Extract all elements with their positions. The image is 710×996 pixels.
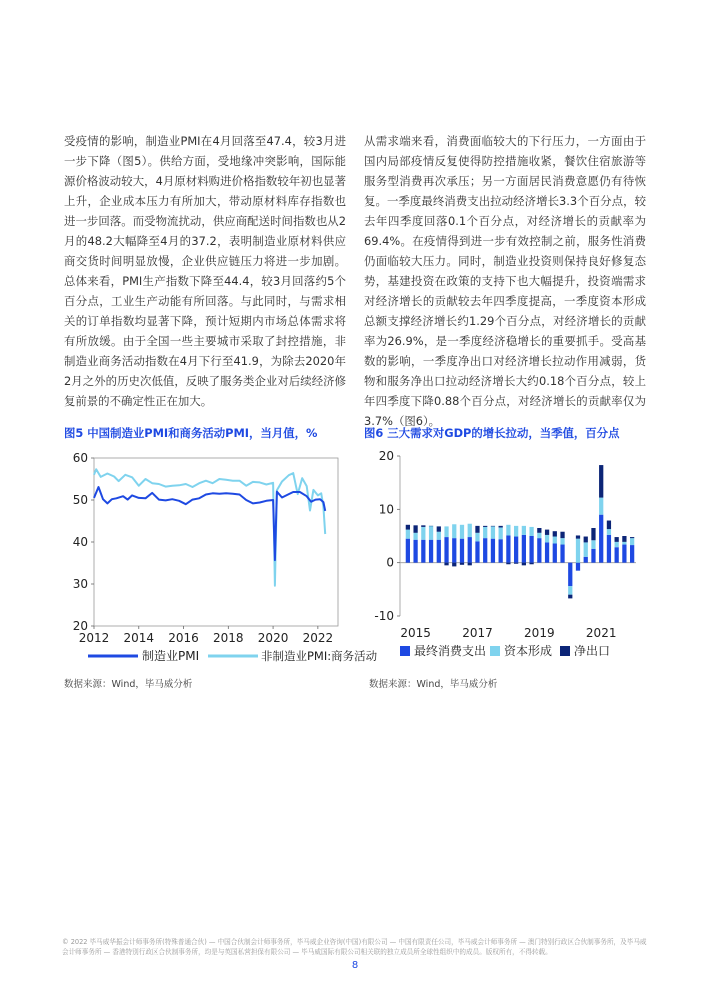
bar-segment-1-2016Q2 [452, 524, 456, 538]
bar-segment-2-2017Q3 [491, 526, 495, 527]
bar-segment-0-2016Q1 [444, 537, 448, 563]
x-tick-label: 2012 [78, 631, 110, 645]
bar-segment-2-2019Q2 [545, 530, 549, 535]
y-tick-label: 30 [72, 577, 88, 591]
x-tick-label: 2014 [123, 631, 155, 645]
x-tick-label: 2016 [168, 631, 199, 645]
bar-segment-2-2018Q1 [506, 563, 510, 565]
y-tick-label: 20 [72, 619, 88, 633]
bar-segment-0-2017Q2 [483, 538, 487, 563]
bar-segment-0-2019Q3 [553, 543, 557, 562]
bar-segment-1-2021Q1 [599, 498, 603, 515]
bar-segment-1-2019Q4 [560, 538, 564, 544]
bar-segment-2-2019Q4 [560, 532, 564, 538]
bar-segment-0-2019Q4 [560, 545, 564, 563]
bar-segment-1-2019Q2 [545, 535, 549, 542]
bar-segment-0-2021Q4 [622, 545, 626, 563]
bar-segment-0-2021Q3 [615, 547, 619, 562]
bar-segment-2-2018Q3 [522, 563, 526, 566]
series-line-0 [94, 487, 325, 560]
legend-label-1: 资本形成 [504, 644, 553, 658]
x-tick-label: 2019 [524, 626, 555, 640]
y-tick-label: -10 [374, 609, 394, 623]
bar-segment-2-2020Q4 [591, 528, 595, 540]
bar-segment-1-2015Q3 [429, 526, 433, 540]
bar-segment-1-2016Q4 [468, 524, 472, 537]
fig5-pmi-line-chart [58, 450, 378, 672]
bar-segment-0-2019Q2 [545, 542, 549, 562]
bar-segment-2-2017Q2 [483, 526, 487, 527]
bar-segment-2-2015Q1 [413, 525, 417, 532]
bar-segment-2-2020Q1 [568, 595, 572, 599]
bar-segment-2-2021Q3 [615, 537, 619, 542]
bar-segment-0-2015Q1 [413, 540, 417, 563]
bar-segment-2-2019Q3 [553, 531, 557, 536]
bar-segment-0-2022Q1 [630, 545, 634, 563]
bar-segment-0-2019Q1 [537, 538, 541, 563]
bar-segment-0-2017Q4 [499, 539, 503, 562]
bar-segment-2-2022Q1 [630, 537, 634, 538]
y-tick-label: 60 [72, 451, 88, 465]
bar-segment-1-2017Q2 [483, 527, 487, 538]
bar-segment-0-2018Q1 [506, 535, 510, 562]
bar-segment-0-2017Q1 [475, 541, 479, 562]
bar-segment-0-2018Q3 [522, 535, 526, 563]
x-tick-label: 2021 [585, 626, 617, 640]
x-tick-label: 2018 [213, 631, 244, 645]
legend-label-0: 最终消费支出 [414, 644, 487, 658]
fig5-title: 图5 中国制造业PMI和商务活动PMI，当月值，% [64, 426, 318, 440]
legend-swatch-2 [560, 646, 570, 656]
bar-segment-0-2020Q3 [584, 557, 588, 563]
right-column-paragraph: 从需求端来看，消费面临较大的下行压力，一方面由于国内局部疫情反复使得防控措施收紧，餐饮住宿旅游等服务型消费再次承压；另一方面居民消费意愿仍有待恢复。一季度最终消费支出拉动经济增长3.3个百分点，较去年四季度回落0.1个百分点，对经济增长的贡献率为69.4%。在疫情得到进一步有效控制之前，服务性消费仍面临较大压力。同时，制造业投资则保持良好修复态势，基建投资在政策的支持下也大幅提升，投资端需求对经济增长的贡献较去年四季度提高，一季度资本形成总额支撑经济增长约1.29个百分点，对经济增长的贡献率为26.9%，是一季度经济稳增长的重要抓手。受高基数的影响，一季度净出口对经济增长拉动作用减弱，货物和服务净出口拉动经济增长大约0.18个百分点，较上年四季度下降0.88个百分点，对经济增长的贡献率仅为3.7%（图6）。 [364, 134, 646, 428]
bar-segment-0-2020Q4 [591, 549, 595, 563]
bar-segment-1-2018Q2 [514, 526, 518, 537]
y-tick-label: 40 [72, 535, 88, 549]
bar-segment-0-2015Q2 [421, 540, 425, 563]
bar-segment-1-2017Q3 [491, 526, 495, 538]
bar-segment-2-2015Q2 [421, 525, 425, 527]
bar-segment-1-2015Q4 [437, 532, 441, 540]
bar-segment-1-2015Q1 [413, 533, 417, 540]
bar-segment-1-2016Q1 [444, 526, 448, 537]
fig6-title: 图6 三大需求对GDP的增长拉动，当季值，百分点 [364, 426, 620, 440]
bar-segment-2-2021Q1 [599, 465, 603, 498]
bar-segment-0-2018Q2 [514, 537, 518, 563]
bar-segment-1-2015Q2 [421, 527, 425, 540]
bar-segment-2-2015Q4 [437, 526, 441, 531]
bar-segment-1-2020Q1 [568, 586, 572, 595]
bar-segment-2-2020Q2 [576, 535, 580, 538]
bar-segment-1-2017Q4 [499, 527, 503, 539]
bar-segment-0-2018Q4 [529, 536, 533, 563]
left-column-paragraph: 受疫情的影响，制造业PMI在4月回落至47.4，较3月进一步下降（图5）。供给方面，受地缘冲突影响，国际能源价格波动较大，4月原材料购进价格指数较年初也显著上升，企业成本压力有所加大，带动原材料库存指数也进一步回落。而受物流扰动，供应商配送时间指数也从2月的48.2大幅降至4月的37.2，表明制造业原材料供应商交货时间明显放慢，企业供应链压力将进一步加剧。总体来看，PMI生产指数下降至44.4，较3月回落约5个百分点，工业生产动能有所回落。与此同时，与需求相关的订单指数均显著下降，预计短期内市场总体需求将有所放缓。由于全国一些主要城市采取了封控措施，非制造业商务活动指数在4月下行至41.9，为除去2020年2月之外的历史次低值，反映了服务类企业对后续经济修复前景的不确定性正在加大。 [64, 134, 346, 408]
bar-segment-0-2017Q3 [491, 539, 495, 563]
bar-segment-2-2016Q1 [444, 563, 448, 566]
legend-label-2: 净出口 [574, 644, 611, 658]
bar-segment-2-2018Q2 [514, 563, 518, 564]
bar-segment-1-2016Q3 [460, 525, 464, 539]
x-tick-label: 2022 [302, 631, 334, 645]
bar-segment-2-2021Q4 [622, 536, 626, 542]
footer-disclaimer: © 2022 毕马威华振会计师事务所(特殊普通合伙) — 中国合伙制会计师事务所，毕马威企业咨询(中国)有限公司 — 中国有限责任公司，毕马威会计师事务所 — 澳门特别行政区合伙制事务所，及毕马威会计师事务所 — 香港特别行政区合伙制事务所，均是与英国私营担保有限公司 — 毕马威国际有限公司相关联的独立成员所全球性组织中的成员。版权所有，不得转载。 [62, 938, 647, 956]
bar-segment-0-2020Q2 [576, 563, 580, 571]
bar-segment-0-2021Q2 [607, 535, 611, 563]
bar-segment-0-2016Q2 [452, 538, 456, 563]
bar-segment-1-2018Q4 [529, 527, 533, 536]
bar-segment-1-2021Q3 [615, 542, 619, 547]
fig5-source: 数据来源：Wind，毕马威分析 [64, 679, 193, 690]
bar-segment-1-2021Q2 [607, 529, 611, 535]
legend-swatch-0 [400, 646, 410, 656]
bar-segment-2-2021Q2 [607, 521, 611, 530]
bar-segment-2-2016Q4 [468, 563, 472, 566]
bar-segment-1-2017Q1 [475, 533, 479, 542]
bar-segment-2-2018Q4 [529, 563, 533, 565]
bar-segment-2-2017Q4 [499, 526, 503, 528]
bar-segment-1-2022Q1 [630, 538, 634, 545]
bar-segment-0-2015Q4 [437, 540, 441, 563]
fig6-gdp-stacked-bar-chart [360, 450, 650, 672]
x-tick-label: 2017 [462, 626, 493, 640]
bar-segment-1-2020Q4 [591, 540, 595, 549]
x-tick-label: 2020 [257, 631, 289, 645]
bar-segment-1-2018Q3 [522, 526, 526, 535]
bar-segment-2-2017Q1 [475, 526, 479, 533]
y-tick-label: 50 [72, 493, 88, 507]
fig6-source: 数据来源：Wind，毕马威分析 [369, 679, 498, 690]
series-line-1 [94, 469, 325, 585]
x-tick-label: 2015 [400, 626, 431, 640]
bar-segment-0-2016Q3 [460, 539, 464, 563]
bar-segment-1-2019Q3 [553, 537, 557, 544]
bar-segment-1-2021Q4 [622, 542, 626, 545]
bar-segment-1-2018Q1 [506, 525, 510, 536]
bar-segment-2-2016Q2 [452, 563, 456, 567]
bar-segment-0-2020Q1 [568, 563, 572, 586]
bar-segment-0-2021Q1 [599, 515, 603, 563]
bar-segment-1-2014Q4 [406, 530, 410, 539]
bar-segment-0-2015Q3 [429, 540, 433, 563]
page-number: 8 [351, 960, 359, 971]
bar-segment-2-2014Q4 [406, 525, 410, 530]
bar-segment-0-2016Q4 [468, 537, 472, 563]
legend-swatch-1 [490, 646, 500, 656]
y-tick-label: 0 [386, 555, 394, 570]
bar-segment-2-2020Q3 [584, 537, 588, 543]
y-tick-label: 20 [378, 449, 394, 463]
bar-segment-2-2019Q1 [537, 528, 541, 533]
bar-segment-1-2020Q2 [576, 539, 580, 563]
bar-segment-1-2019Q1 [537, 533, 541, 538]
bar-segment-1-2020Q3 [584, 542, 588, 556]
legend-label-nonmanufacturing: 非制造业PMI:商务活动 [261, 649, 378, 663]
y-tick-label: 10 [378, 502, 394, 517]
bar-segment-0-2014Q4 [406, 539, 410, 563]
legend-label-manufacturing: 制造业PMI [142, 649, 200, 663]
bar-segment-2-2016Q3 [460, 563, 464, 565]
